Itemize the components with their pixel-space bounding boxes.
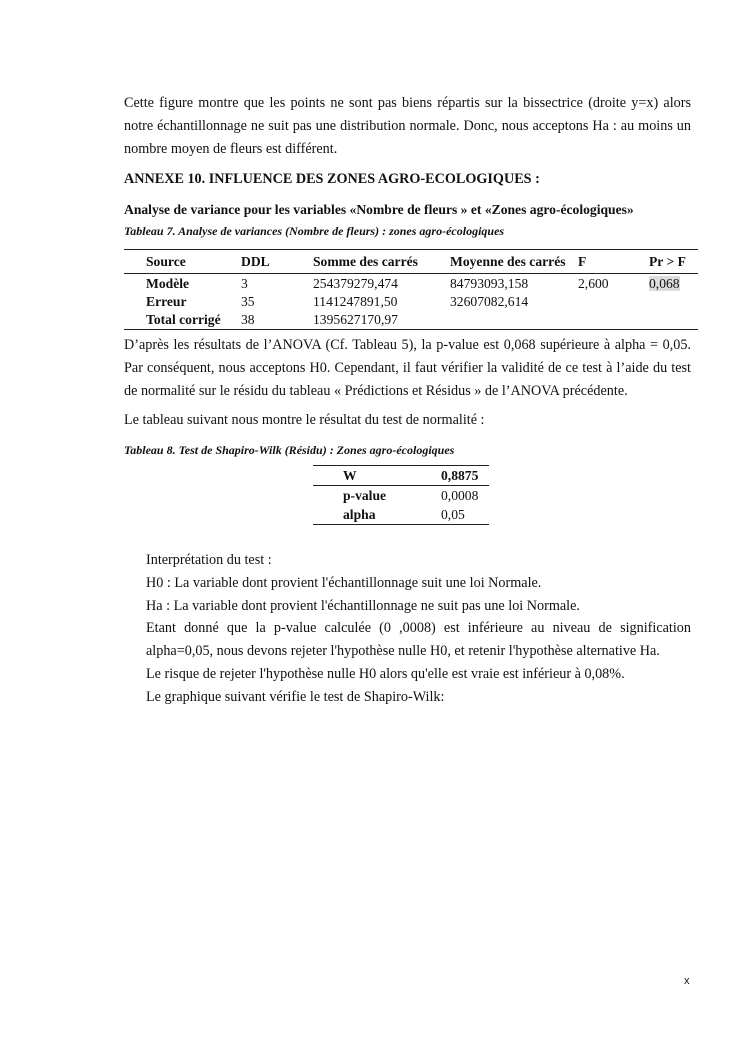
col-source: Source [146, 254, 186, 269]
anova-table [124, 249, 698, 330]
anova-paragraph: D’après les résultats de l’ANOVA (Cf. Tableau 5), la p-value est 0,068 supérieure à alpha = 0,05. Par conséquent, nous acceptons H0. Cependant, il faut vérifier la validité de ce test à l’aide du test de normalité sur le résidu du tableau « Prédictions et Résidus » de l’ANOVA précédente. [124, 337, 691, 399]
sw-label: p-value [343, 488, 387, 503]
sw-value: 0,05 [441, 507, 465, 522]
decision-text: Etant donné que la p-value calculée (0 ,0008) est inférieure au niveau de signification alpha=0,05, nous devons rejeter l'hypothèse nulle H0, et retenir l'hypothèse alternative Ha. [146, 620, 691, 660]
normality-intro: Le tableau suivant nous montre le résultat du test de normalité : [124, 412, 485, 428]
hypothesis-h0: H0 : La variable dont provient l'échantillonnage suit une loi Normale. [146, 574, 542, 591]
col-sum-squares: Somme des carrés [313, 254, 418, 269]
row-ddl: 3 [241, 276, 248, 291]
p-value-highlight: 0,068 [649, 276, 680, 291]
sw-value: 0,0008 [441, 488, 479, 503]
row-ms: 84793093,158 [450, 276, 529, 291]
row-f [578, 293, 649, 311]
row-ms: 32607082,614 [450, 294, 529, 309]
anova-header-row [124, 250, 698, 274]
col-ddl: DDL [241, 254, 270, 269]
table-row [124, 293, 698, 311]
row-source: Erreur [146, 294, 187, 309]
document-page [124, 92, 691, 709]
row-p [649, 274, 698, 294]
row-p [649, 311, 698, 330]
sw-value: 0,8875 [441, 468, 479, 483]
row-source: Total corrigé [146, 312, 221, 327]
table-row [313, 466, 489, 486]
row-ss: 1141247891,50 [313, 294, 398, 309]
sw-label: alpha [343, 507, 376, 522]
interpretation-block [124, 549, 691, 709]
table-row [124, 311, 698, 330]
row-ms [450, 311, 578, 330]
interpretation-title: Interprétation du test : [146, 552, 272, 568]
row-ddl: 38 [241, 312, 255, 327]
table-row [124, 274, 698, 294]
analysis-heading: Analyse de variance pour les variables «Nombre de fleurs » et «Zones agro-écologiques» [124, 202, 634, 217]
row-f: 2,600 [578, 276, 609, 291]
intro-paragraph: Cette figure montre que les points ne sont pas biens répartis sur la bissectrice (droite y=x) alors notre échantillonnage ne suit pas une distribution normale. Donc, nous acceptons Ha : au moins un nombre moyen de fleurs est différent. [124, 95, 691, 157]
table7-caption: Tableau 7. Analyse de variances (Nombre de fleurs) : zones agro-écologiques [124, 224, 505, 238]
table8-caption: Tableau 8. Test de Shapiro-Wilk (Résidu) : Zones agro-écologiques [124, 443, 455, 457]
table-row [313, 486, 489, 506]
col-pr-f: Pr > F [649, 254, 686, 269]
page-number: x [684, 975, 690, 987]
graph-intro-text: Le graphique suivant vérifie le test de Shapiro-Wilk: [146, 688, 445, 705]
shapiro-wilk-table [313, 465, 489, 525]
col-mean-squares: Moyenne des carrés [450, 254, 566, 269]
row-source: Modèle [146, 276, 190, 291]
table-row [313, 505, 489, 525]
hypothesis-ha: Ha : La variable dont provient l'échantillonnage ne suit pas une loi Normale. [146, 597, 580, 614]
row-p [649, 293, 698, 311]
row-f [578, 311, 649, 330]
row-ss: 254379279,474 [313, 276, 398, 291]
col-f: F [578, 254, 587, 269]
row-ss: 1395627170,97 [313, 312, 398, 327]
sw-label: W [343, 468, 357, 483]
row-ddl: 35 [241, 294, 255, 309]
annex-heading: ANNEXE 10. INFLUENCE DES ZONES AGRO-ECOLOGIQUES : [124, 171, 540, 187]
risk-text: Le risque de rejeter l'hypothèse nulle H0 alors qu'elle est vraie est inférieur à 0,08%. [146, 665, 625, 682]
